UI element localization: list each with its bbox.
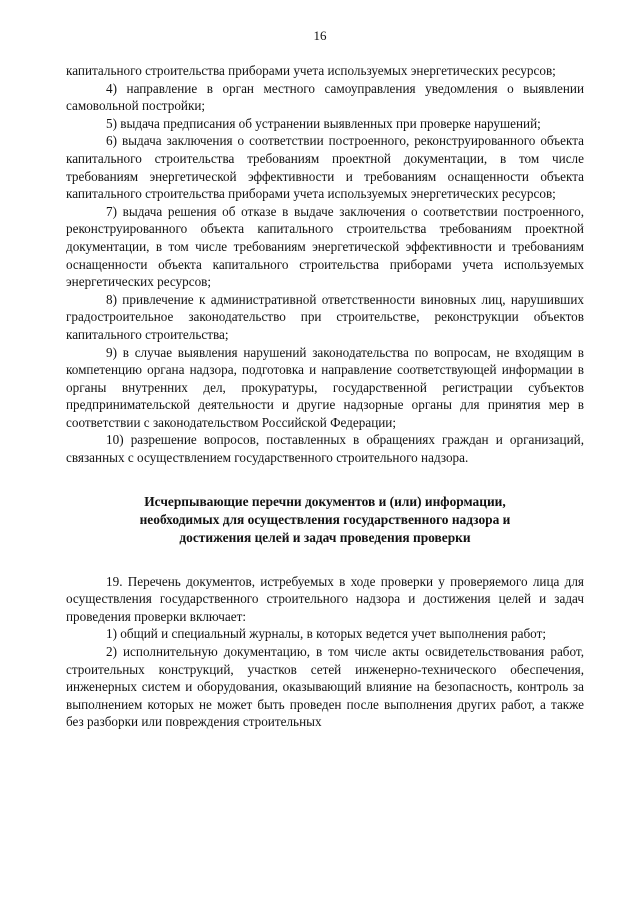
list-item-10: 10) разрешение вопросов, поставленных в обращениях граждан и организаций, связанных с осуществлением государственного строительного надзора. [66,432,584,466]
section-heading [66,493,584,547]
list-item-8: 8) привлечение к административной ответственности виновных лиц, нарушивших градостроительное законодательство при строительстве, реконструкции объектов капитального строительства; [66,291,584,342]
list-item-6: 6) выдача заключения о соответствии построенного, реконструированного объекта капитального строительства требованиям проектной документации, в том числе требованиям энергетической эффективности и требованиям оснащенности объекта капитального строительства приборами учета используемых энергетических ресурсов; [66,133,584,202]
list-item-1: 1) общий и специальный журналы, в которых ведется учет выполнения работ; [106,626,546,642]
list-item-2: 2) исполнительную документацию, в том числе акты освидетельствования работ, строительных конструкций, участков сетей инженерно-технического обеспечения, инженерных систем и оборудования, оказывающий влияние на безопасность, контроль за выполнением которых не может быть проведен после выполнения других работ, а также без разборки или повреждения строительных [66,644,584,730]
list-item-5: 5) выдача предписания об устранении выявленных при проверке нарушений; [106,115,541,131]
list-item-4: 4) направление в орган местного самоуправления уведомления о выявлении самовольной постройки; [66,80,584,114]
list-item-9: 9) в случае выявления нарушений законодательства по вопросам, не входящим в компетенцию органа надзора, подготовка и направление соответствующей информации в органы внутренних дел, прокуратуры, государственной регистрации субъектов предпринимательской деятельности и другие надзорные органы для принятия мер в соответствии с законодательством Российской Федерации; [66,344,584,430]
list-item-7: 7) выдача решения об отказе в выдаче заключения о соответствии построенного, реконструированного объекта капитального строительства требованиям проектной документации, в том числе требованиям энергетической эффективности и требованиям оснащенности объекта капитального строительства приборами учета используемых энергетических ресурсов; [66,203,584,290]
page-number: 16 [313,28,327,43]
clause-19: 19. Перечень документов, истребуемых в ходе проверки у проверяемого лица для осуществления государственного строительного надзора и достижения целей и задач проведения проверки включает: [66,573,584,624]
document-body [66,62,584,731]
heading-line-3: достижения целей и задач проведения проверки [179,529,471,545]
heading-line-2: необходимых для осуществления государственного надзора и [139,511,511,527]
paragraph-continuation: капитального строительства приборами учета используемых энергетических ресурсов; [66,63,556,78]
heading-line-1: Исчерпывающие перечни документов и (или) информации, [144,493,506,509]
